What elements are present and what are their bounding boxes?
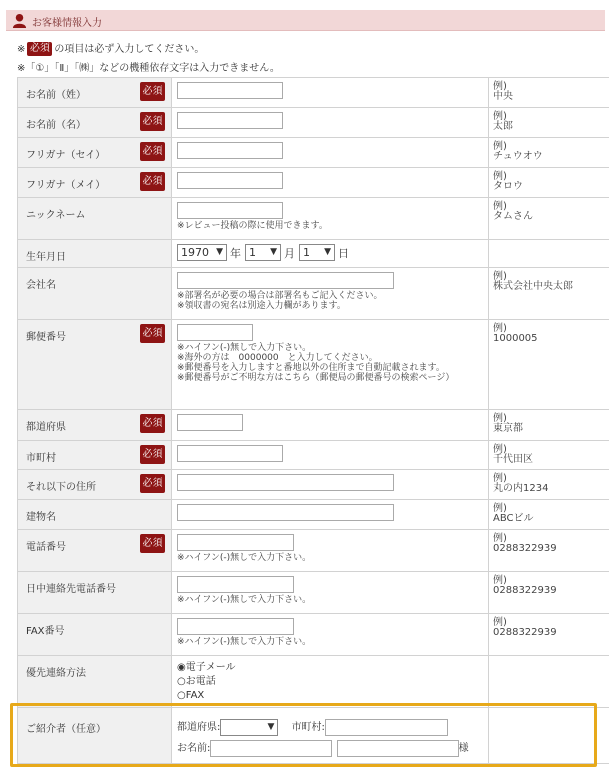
referrer-pref-label: 都道府県: <box>177 722 221 733</box>
row-kana-first <box>18 168 609 198</box>
required-badge: 必須 <box>140 414 165 433</box>
field-label: お名前（名） <box>26 120 86 131</box>
person-icon <box>12 13 27 28</box>
radio-selected-icon: ◉ <box>177 662 186 673</box>
row-city <box>18 441 609 470</box>
field-label: FAX番号 <box>26 626 65 637</box>
hint-text: ※海外の方は 0000000 と入力してください。 <box>177 353 378 363</box>
chevron-down-icon: ▼ <box>267 721 275 732</box>
customer-form-table <box>17 77 609 764</box>
required-badge: 必須 <box>140 172 165 191</box>
hint-text: ※部署名が必要の場合は部署名もご記入ください。 <box>177 291 383 301</box>
required-badge: 必須 <box>140 82 165 101</box>
field-label: 郵便番号 <box>26 332 66 343</box>
hint-text: ※レビュー投稿の際に使用できます。 <box>177 221 328 231</box>
hint-text: ※郵便番号を入力しますと番地以外の住所まで自動記載されます。 <box>177 363 445 373</box>
referrer-city-label: 市町村: <box>291 722 325 733</box>
field-label: ご紹介者（任意） <box>26 724 106 735</box>
field-label: 建物名 <box>26 512 56 523</box>
address-input[interactable] <box>177 474 394 491</box>
phone-input[interactable] <box>177 534 294 551</box>
example-text: 例) ABCビル <box>489 500 609 530</box>
field-label: 会社名 <box>26 280 56 291</box>
row-daytime-phone <box>18 572 609 614</box>
radio-empty-icon: ○ <box>177 690 186 701</box>
row-postal-code <box>18 320 609 410</box>
nickname-input[interactable] <box>177 202 283 219</box>
required-badge: 必須 <box>140 324 165 343</box>
row-nickname <box>18 198 609 240</box>
example-text: 例) 0288322939 <box>489 572 609 614</box>
birth-year-select[interactable]: 1970 ▼ <box>177 244 227 261</box>
field-label: フリガナ（セイ） <box>26 150 106 161</box>
required-badge: 必須 <box>140 474 165 493</box>
example-text: 例) 1000005 <box>489 320 609 410</box>
row-prefecture <box>18 410 609 441</box>
section-header <box>6 10 605 31</box>
row-first-name <box>18 108 609 138</box>
radio-empty-icon: ○ <box>177 676 186 687</box>
row-phone <box>18 530 609 572</box>
hint-text: ※ハイフン(-)無しで入力下さい。 <box>177 595 312 605</box>
referrer-highlight-box <box>10 703 597 767</box>
city-input[interactable] <box>177 445 283 462</box>
required-note: ※ 必須 の項目は必ず入力してください。 <box>17 43 205 55</box>
field-label: 生年月日 <box>26 252 66 263</box>
row-fax <box>18 614 609 656</box>
example-text: 例) 東京都 <box>489 410 609 441</box>
referrer-name-label: お名前: <box>177 743 211 754</box>
hint-text: ※ハイフン(-)無しで入力下さい。 <box>177 553 312 563</box>
row-kana-last <box>18 138 609 168</box>
daytime-phone-input[interactable] <box>177 576 294 593</box>
chevron-down-icon: ▼ <box>216 247 223 257</box>
section-title: お客様情報入力 <box>32 18 102 29</box>
prefecture-input[interactable] <box>177 414 243 431</box>
example-text: 例) タロウ <box>489 168 609 198</box>
example-text: 例) チュウオウ <box>489 138 609 168</box>
field-label: 都道府県 <box>26 422 66 433</box>
kana-first-input[interactable] <box>177 172 283 189</box>
first-name-input[interactable] <box>177 112 283 129</box>
example-text: 例) 太郎 <box>489 108 609 138</box>
field-label: 市町村 <box>26 453 56 464</box>
field-label: フリガナ（メイ） <box>26 180 106 191</box>
fax-input[interactable] <box>177 618 294 635</box>
field-label: 優先連絡方法 <box>26 668 86 679</box>
example-text: 例) 株式会社中央太郎 <box>489 268 609 320</box>
kana-last-input[interactable] <box>177 142 283 159</box>
row-contact-method <box>18 656 609 708</box>
building-input[interactable] <box>177 504 394 521</box>
required-badge: 必須 <box>27 42 52 56</box>
charset-note: ※「①」「Ⅱ」「㈱」などの機種依存文字は入力できません。 <box>17 63 280 74</box>
example-text: 例) 0288322939 <box>489 530 609 572</box>
example-text: 例) 0288322939 <box>489 614 609 656</box>
example-text: 例) タムさん <box>489 198 609 240</box>
row-building <box>18 500 609 530</box>
radio-fax[interactable]: ○FAX <box>177 690 205 701</box>
example-text: 例) 千代田区 <box>489 441 609 470</box>
example-text: 例) 丸の内1234 <box>489 470 609 500</box>
row-birthday: 生年月日 1970 ▼ 年 1 ▼ 月 1 ▼ 日 <box>18 240 609 268</box>
hint-text: ※ハイフン(-)無しで入力下さい。 <box>177 343 312 353</box>
example-text: 例) 中央 <box>489 78 609 108</box>
required-badge: 必須 <box>140 445 165 464</box>
chevron-down-icon: ▼ <box>270 247 277 257</box>
required-badge: 必須 <box>140 534 165 553</box>
radio-email[interactable]: ◉電子メール <box>177 662 236 673</box>
row-last-name <box>18 78 609 108</box>
last-name-input[interactable] <box>177 82 283 99</box>
chevron-down-icon: ▼ <box>324 247 331 257</box>
company-input[interactable] <box>177 272 394 289</box>
required-badge: 必須 <box>140 142 165 161</box>
field-label: 電話番号 <box>26 542 66 553</box>
field-label: 日中連絡先電話番号 <box>26 584 116 595</box>
required-badge: 必須 <box>140 112 165 131</box>
postal-lookup-link[interactable]: ※郵便番号がご不明な方はこちら（郵便局の郵便番号の検索ページ） <box>177 373 455 383</box>
birth-day-select[interactable]: 1 ▼ <box>299 244 335 261</box>
field-label: お名前（姓） <box>26 90 86 101</box>
referrer-name-suffix: 様 <box>458 743 469 754</box>
postal-code-input[interactable] <box>177 324 253 341</box>
hint-text: ※領収書の宛名は別途入力欄があります。 <box>177 301 346 311</box>
hint-text: ※ハイフン(-)無しで入力下さい。 <box>177 637 312 647</box>
radio-phone[interactable]: ○お電話 <box>177 676 216 687</box>
field-label: それ以下の住所 <box>26 482 96 493</box>
field-label: ニックネーム <box>26 210 86 221</box>
birth-month-select[interactable]: 1 ▼ <box>245 244 281 261</box>
row-address <box>18 470 609 500</box>
row-company <box>18 268 609 320</box>
